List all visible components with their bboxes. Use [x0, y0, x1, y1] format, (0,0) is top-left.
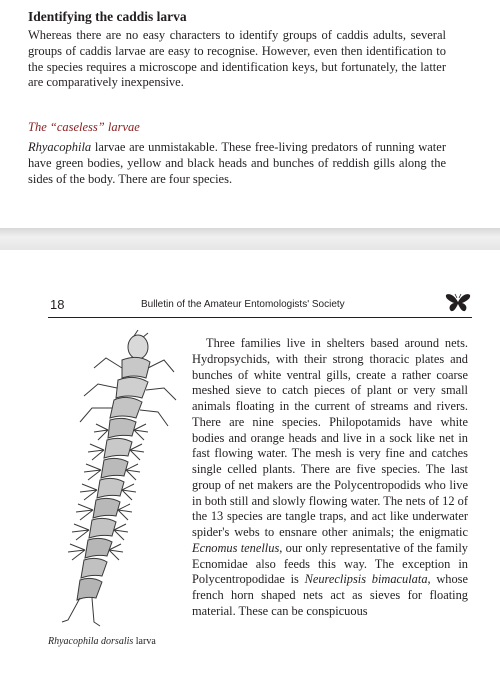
caption-suffix: larva [133, 636, 156, 647]
intro-paragraph: Whereas there are no easy characters to identify groups of caddis adults, several groups of caddis larvae are easy to recognise. However, even then identification to the species requires a microscope and identification keys, but fortunately, the latter are comparatively inexpensive. [28, 28, 446, 90]
genus-name: Rhyacophila [28, 140, 92, 154]
header-rule [48, 317, 472, 318]
section-heading: Identifying the caddis larva [28, 9, 187, 24]
body-column [192, 336, 468, 620]
page-gap [0, 228, 500, 250]
body-text: Three families live in shelters based around nets. Hydropsychids, with their strong thoracic plates and bunches of white ventral gills, create a rather coarse meshed sieve to catch pieces of plant or very small animals floating in the current of streams and rivers. There are nine species. Philopotamids have white bodies and orange heads and live in a sock like net in fast flowing water. The mesh is very fine and catches single celled plants. There are five species. The last group of net makers are the Polycentropodids who live in both still and slowly flowing water. The nets of 12 of the 13 species are tangle traps, and act like underwater spider's webs to ensnare other animals; the enigmatic [192, 336, 468, 539]
body-text: , our only representative of the family Ecnomidae also feeds this way. The exception in Polycentropodidae is [192, 540, 468, 587]
rhyacophila-paragraph [28, 140, 446, 187]
species-ecnomus: Ecnomus tenellus [192, 540, 280, 555]
upper-page [0, 0, 500, 228]
page-number: 18 [50, 297, 65, 312]
caption-species: Rhyacophila dorsalis [48, 636, 134, 647]
lower-page [0, 250, 500, 676]
paragraph-text: larvae are unmistakable. These free-living predators of running water have green bodies, yellow and black heads and bunches of reddish gills along the sides of the body. There are four species. [28, 140, 446, 186]
butterfly-icon [445, 293, 471, 313]
subheading: The “caseless” larvae [28, 120, 140, 134]
running-title: Bulletin of the Amateur Entomologists' Society [141, 299, 345, 310]
body-text: , whose french horn shaped nets act as sieves for floating material. These can be conspicuous [192, 572, 468, 618]
species-neureclipsis: Neureclipsis bimaculata [304, 572, 428, 587]
figure-caption [48, 636, 156, 647]
caddis-larva-illustration [22, 330, 192, 640]
